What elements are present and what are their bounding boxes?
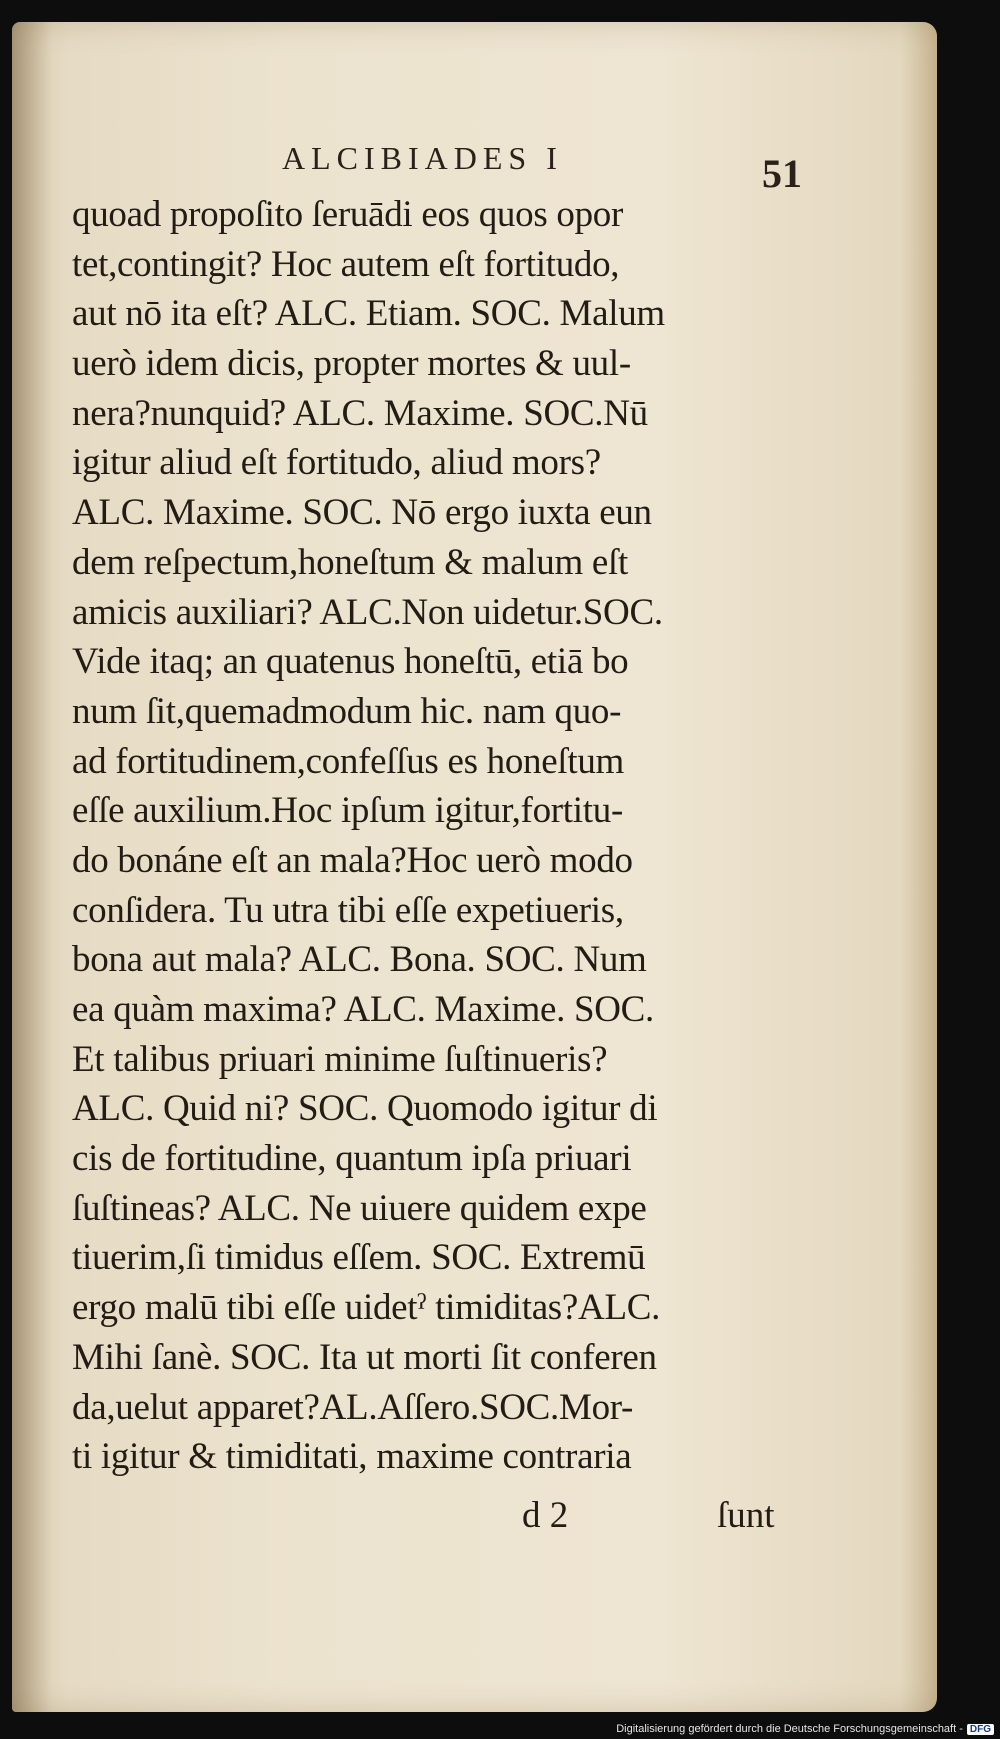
text-line: tiuerim,ſi timidus eſſem. SOC. Extremū [72, 1237, 646, 1279]
text-line: cis de fortitudine, quantum ipſa priuari [72, 1138, 632, 1180]
text-line: Et talibus priuari minime ſuſtinueris? [72, 1038, 608, 1080]
text-line: dem reſpectum,honeſtum & malum eſt [72, 541, 628, 583]
signature-mark: d 2 [522, 1495, 569, 1536]
text-line: ALC. Quid ni? SOC. Quomodo igitur di [72, 1088, 658, 1130]
text-line: tet,contingit? Hoc autem eſt fortitudo, [72, 243, 620, 285]
text-line: bona aut mala? ALC. Bona. SOC. Num [72, 939, 647, 981]
dfg-logo: DFG [967, 1724, 994, 1735]
text-line: amicis auxiliari? ALC.Non uidetur.SOC. [72, 591, 663, 633]
text-line: nera?nunquid? ALC. Maxime. SOC.Nū [72, 392, 648, 434]
text-line: da,uelut apparet?AL.Aſſero.SOC.Mor- [72, 1386, 634, 1428]
text-line: ſuſtineas? ALC. Ne uiuere quidem expe [72, 1187, 647, 1229]
page-footer [72, 1494, 832, 1544]
text-line: quoad propoſito ſeruādi eos quos opor [72, 194, 624, 235]
text-line: igitur aliud eſt fortitudo, aliud mors? [72, 442, 601, 484]
text-line: conſidera. Tu utra tibi eſſe expetiueris, [72, 889, 624, 931]
text-line: uerò idem dicis, propter mortes & uul- [72, 343, 631, 385]
credit-text: Digitalisierung gefördert durch die Deutsche Forschungsgemeinschaft - [616, 1723, 963, 1735]
gutter-shadow [12, 22, 52, 1712]
text-line: ergo malū tibi eſſe uidetˀ timiditas?ALC. [72, 1287, 661, 1329]
body-text [72, 190, 832, 1482]
text-line: aut nō ita eſt? ALC. Etiam. SOC. Malum [72, 293, 665, 335]
page-number: 51 [762, 151, 802, 196]
digitization-credit [616, 1723, 994, 1735]
text-line: ALC. Maxime. SOC. Nō ergo iuxta eun [72, 492, 652, 534]
book-page [12, 22, 937, 1712]
text-line: ea quàm maxima? ALC. Maxime. SOC. [72, 989, 654, 1030]
catchword: ſunt [717, 1495, 775, 1536]
text-line: ti igitur & timiditati, maxime contraria [72, 1436, 632, 1478]
text-line: num ſit,quemadmodum hic. nam quo- [72, 690, 622, 732]
text-line: Vide itaq; an quatenus honeſtū, etiā bo [72, 641, 629, 683]
text-line: ad fortitudinem,confeſſus es honeſtum [72, 740, 624, 782]
text-line: eſſe auxilium.Hoc ipſum igitur,fortitu- [72, 790, 623, 832]
text-line: Mihi ſanè. SOC. Ita ut morti ſit conferen [72, 1336, 657, 1378]
running-head: ALCIBIADES I [282, 140, 563, 176]
text-line: do bonáne eſt an mala?Hoc uerò modo [72, 839, 633, 881]
